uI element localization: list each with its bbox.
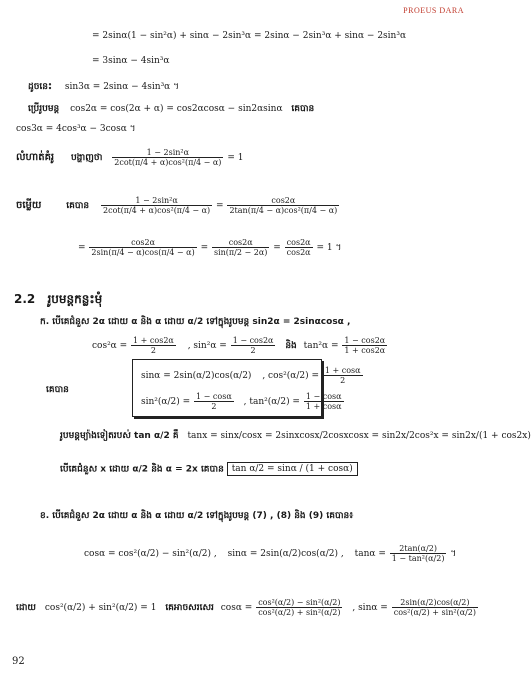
page-header: PROEUS DARA xyxy=(403,6,464,15)
exercise-line xyxy=(16,148,243,167)
eq-line-2 xyxy=(92,56,169,66)
prove-label: បង្ហាញថា xyxy=(70,153,103,163)
fraction: $\frac{\cos 2\alpha}{\sin(\pi/2 - 2\alpha)}$ xyxy=(213,238,268,257)
fraction: $\frac{\text{1 − 2sin²α}}{\text{2cot(π/4 + α)cos²(π/4 − α)}}$ xyxy=(114,148,222,167)
equation: cos3α = 4cos³α − 3cosα ។ xyxy=(16,124,136,134)
formula-box xyxy=(132,359,361,417)
answer-label: ចម្លើយ xyxy=(16,200,42,211)
fraction: $\frac{\cos 2\alpha}{\cos 2\alpha}$ xyxy=(286,238,311,257)
fraction: $\frac{\cos 2\alpha}{2\sin(\pi/4 - \alpha)\cos(\pi/4 - \alpha)}$ xyxy=(91,238,195,257)
answer-line: ចម្លើយ គេបាន $\frac{\text{1 − 2sin²α}}{\text{2cot(π/4 + α)cos²(π/4 − α)}}$ = $\frac{\cos 2\alpha}{\text{2tan(π/4 − α)cos²(π/4 − α)}}$ xyxy=(16,196,338,215)
equation: = 2sinα(1 − sin²α) + sinα − 2sin³α = 2sinα − 2sin³α + sinα − 2sin³α xyxy=(92,31,407,41)
equation: tan²α = xyxy=(303,341,339,351)
label: គេបាន xyxy=(291,104,315,114)
equation: , sin²α = xyxy=(187,341,227,351)
equation: = 3sinα − 4sin³α xyxy=(92,56,170,66)
result-box: tan α/2 = sinα / (1 + cosα) xyxy=(227,462,358,476)
fraction: $\frac{\cos 2\alpha}{\text{2tan(π/4 − α)cos²(π/4 − α)}}$ xyxy=(229,196,338,215)
part-a-line xyxy=(40,316,350,329)
label: ប្រើរូបមន្ត xyxy=(28,104,60,114)
page-number: 92 xyxy=(12,656,25,667)
section-heading: 2.2 រូបមន្តកន្លះមុំ xyxy=(14,292,103,306)
part-b-formulas: cosα = cos²(α/2) − sin²(α/2) , sinα = 2sin(α/2)cos(α/2) , tanα = $\frac{2\tan(\alpha/2)}{\text{1 − tan²(α/2)}}$ ។ xyxy=(84,544,457,563)
formula-line: រូបមន្តម្យ៉ាងទៀតរបស់ tan α/2 គឺ tanx = sinx/cosx = 2sinxcosx/2cosxcosx = sin2x/2cos²x = sin2x/(1 + cos2x) xyxy=(60,431,531,441)
result-line xyxy=(28,81,179,94)
equation: sin3α = 2sinα − 4sin³α ។ xyxy=(64,82,180,92)
part-b-final: ដោយ cos²(α/2) + sin²(α/2) = 1 គេអាចសរសេរ cosα = $\frac{\text{cos²(α/2) − sin²(α/2)}}{\text{cos²(α/2) + sin²(α/2)}}$ , sinα = $\frac{2\sin(\alpha/2)\cos(\alpha/2)}{\text{cos²(α/2) + sin²(α/2)}}$ xyxy=(16,598,476,617)
eq-line-1 xyxy=(92,31,406,41)
use-formula-line xyxy=(28,103,314,116)
box-line-2: sin²(α/2) = $\frac{1 - \cos\alpha}{2}$ , tan²(α/2) = $\frac{1 - \cos\alpha}{1 + \cos\alpha}$ xyxy=(141,392,342,411)
equation: = 1 xyxy=(227,153,244,163)
equation: cos2α = cos(2α + α) = cos2αcosα − sin2αsinα xyxy=(70,104,283,114)
part-b-line: ខ. បើគេជំនួស 2α ដោយ α និង α ដោយ α/2 ទៅក្នុងរូបមន្ត (7) , (8) និង (9) គេបាន៖ xyxy=(40,511,354,521)
cos3a-line xyxy=(16,123,136,136)
equation: = 1 ។ xyxy=(316,243,342,253)
label: គេបាន xyxy=(66,201,90,211)
equation: cos²α = xyxy=(92,341,128,351)
paragraph: ក. បើគេជំនួស 2α ដោយ α និង α ដោយ α/2 ទៅក្នុងរូបមន្ត sin2α = 2sinαcosα , xyxy=(40,317,351,327)
we-have-label: គេបាន xyxy=(46,385,69,395)
box-line-1: sinα = 2sin(α/2)cos(α/2) , cos²(α/2) = $\frac{1 + \cos\alpha}{2}$ xyxy=(141,366,361,385)
fraction: $\frac{\text{1 − 2sin²α}}{\text{2cot(π/4 + α)cos²(π/4 − α)}}$ xyxy=(103,196,211,215)
label: ដូចនេះ xyxy=(28,82,52,92)
exercise-label: លំហាត់គំរូ xyxy=(16,152,55,163)
answer-line-2: = $\frac{\cos 2\alpha}{2\sin(\pi/4 - \alpha)\cos(\pi/4 - \alpha)}$ = $\frac{\cos 2\alpha}{\sin(\pi/2 - 2\alpha)}$ = $\frac{\cos 2\alpha}{\cos 2\alpha}$ = 1 ។ xyxy=(78,238,342,257)
substitute-line: បើគេជំនួស x ដោយ α/2 និង α = 2x គេបាន tan α/2 = sinα / (1 + cosα) xyxy=(60,462,358,477)
part-a-formulas: cos²α = $\frac{1 + \cos 2\alpha}{2}$ , sin²α = $\frac{1 - \cos 2\alpha}{2}$ និង tan²α = $\frac{1 - \cos 2\alpha}{1 + \cos 2\alpha}$ xyxy=(92,336,386,355)
